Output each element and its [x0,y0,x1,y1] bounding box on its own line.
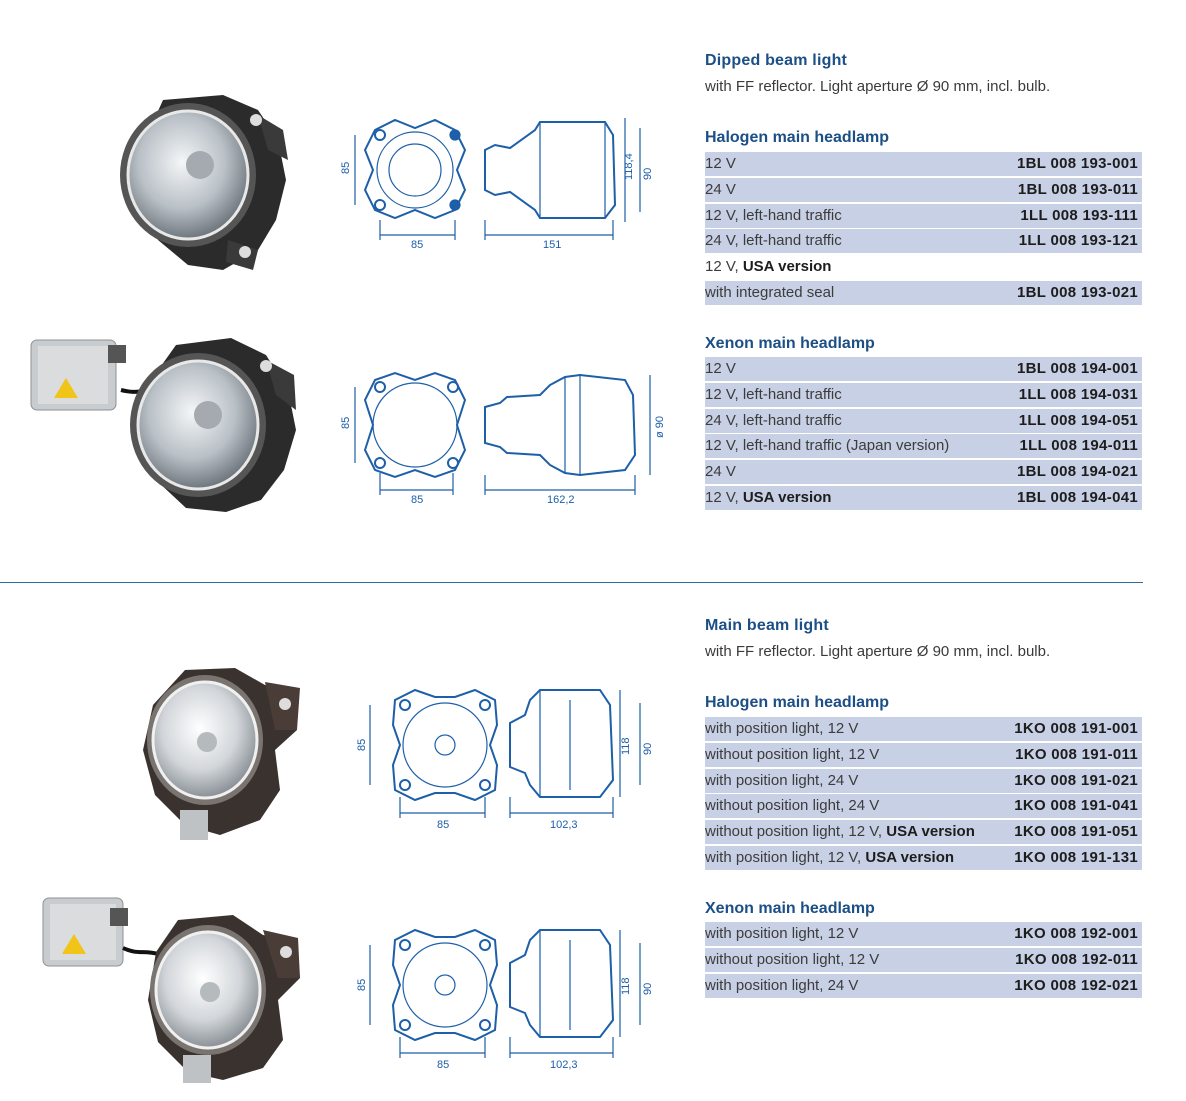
row-description: with position light, 12 V, USA version [705,848,955,866]
row-description: 12 V, USA version [705,488,832,506]
row-description-bold: USA version [742,488,832,506]
table-row [705,255,1142,279]
table-row [705,922,1142,946]
part-number: 1LL 008 194-031 [1018,385,1138,403]
d2-front-width: 85 [411,494,424,506]
row-description: with position light, 24 V [705,771,859,789]
row-description-bold: USA version [742,258,832,276]
table-row [705,281,1142,305]
row-description: 24 V [705,180,736,198]
row-description: 24 V [705,463,736,481]
section-divider [0,582,1143,583]
row-description: 12 V [705,155,736,172]
row-description-bold: USA version [865,848,955,866]
table-row [705,409,1142,433]
part-number: 1KO 008 192-001 [1014,925,1138,942]
table-row [705,948,1142,972]
d4-side-h1: 118 [620,977,632,995]
main-xenon-drawing [355,925,675,1075]
dipped-beam-title: Dipped beam light [705,52,848,69]
part-number: 1LL 008 193-111 [1020,206,1138,224]
table-row [705,717,1142,741]
d4-front-height: 85 [356,978,368,991]
table-row [705,820,1142,844]
row-description: 24 V, left-hand traffic [705,411,842,429]
part-number: 1KO 008 191-051 [1014,823,1138,841]
table-row [705,743,1142,767]
row-description: with position light, 12 V [705,720,859,737]
xenon-headlamp-title-1: Xenon main headlamp [705,335,875,352]
row-description: 12 V, left-hand traffic [705,206,842,224]
dipped-halogen-lamp-photo [108,90,298,275]
table-row [705,178,1142,202]
table-row [705,769,1142,793]
table-row [705,152,1142,176]
main-xenon-lamp-photo [38,890,318,1085]
part-number: 1LL 008 194-051 [1018,411,1138,429]
d4-side-length: 102,3 [550,1059,578,1071]
row-description: 12 V, left-hand traffic (Japan version) [705,437,950,455]
part-number: 1BL 008 194-041 [1017,488,1138,506]
table-row [705,383,1142,407]
table-row [705,460,1142,484]
dipped-xenon-lamp-photo [26,330,316,515]
row-description: 12 V, USA version [705,258,832,276]
d4-front-width: 85 [437,1059,450,1071]
table-row [705,204,1142,228]
main-halogen-drawing [355,685,675,835]
dipped-xenon-drawing [335,365,675,515]
xenon-parts-table-1 [705,357,1142,512]
table-row [705,434,1142,458]
row-description: with position light, 12 V [705,925,859,942]
part-number: 1LL 008 194-011 [1019,437,1138,455]
part-number: 1BL 008 193-011 [1017,180,1138,198]
d3-side-length: 102,3 [550,819,578,831]
d1-side-length: 151 [543,239,562,251]
d1-side-h2: 90 [642,167,654,180]
d1-side-h1: 118,4 [623,153,635,180]
part-number: 1KO 008 191-011 [1015,745,1138,763]
part-number: 1KO 008 191-001 [1014,720,1138,737]
part-number: 1KO 008 191-131 [1014,848,1138,866]
row-description: without position light, 24 V [705,797,880,815]
d3-side-h2: 90 [642,742,654,755]
table-row [705,357,1142,381]
xenon-parts-table-2 [705,922,1142,999]
part-number: 1BL 008 194-021 [1017,463,1138,481]
dipped-beam-description: with FF reflector. Light aperture Ø 90 mm, incl. bulb. [705,78,1051,95]
halogen-headlamp-title-1: Halogen main headlamp [705,129,890,146]
d2-side-dia: ø 90 [654,415,666,438]
main-beam-description: with FF reflector. Light aperture Ø 90 mm, incl. bulb. [705,643,1051,660]
d1-front-width: 85 [411,239,424,251]
main-beam-title: Main beam light [705,617,829,634]
halogen-headlamp-title-2: Halogen main headlamp [705,694,890,711]
table-row [705,229,1142,253]
d2-front-height: 85 [340,416,352,429]
dipped-halogen-drawing [335,110,675,260]
table-row [705,794,1142,818]
table-row [705,846,1142,870]
part-number: 1KO 008 191-041 [1014,797,1138,815]
d2-side-length: 162,2 [547,494,575,506]
part-number: 1BL 008 193-021 [1017,283,1138,301]
xenon-headlamp-title-2: Xenon main headlamp [705,900,875,917]
part-number: 1BL 008 194-001 [1017,360,1138,377]
d3-front-height: 85 [356,738,368,751]
row-description: with integrated seal [705,283,835,301]
part-number: 1LL 008 193-121 [1018,232,1138,250]
main-halogen-lamp-photo [125,660,305,845]
halogen-parts-table-2 [705,717,1142,872]
halogen-parts-table-1 [705,152,1142,307]
row-description: with position light, 24 V [705,976,859,994]
part-number: 1KO 008 191-021 [1014,771,1138,789]
part-number: 1KO 008 192-021 [1014,976,1138,994]
row-description: 24 V, left-hand traffic [705,232,842,250]
row-description: without position light, 12 V [705,950,880,968]
part-number: 1KO 008 192-011 [1015,950,1138,968]
table-row [705,486,1142,510]
d1-front-height: 85 [340,161,352,174]
row-description: without position light, 12 V, USA version [705,823,975,841]
d4-side-h2: 90 [642,982,654,995]
row-description: 12 V, left-hand traffic [705,385,842,403]
d3-side-h1: 118 [620,737,632,755]
row-description-bold: USA version [886,823,975,841]
part-number: 1BL 008 193-001 [1017,155,1138,172]
d3-front-width: 85 [437,819,450,831]
table-row [705,974,1142,998]
row-description: without position light, 12 V [705,745,880,763]
row-description: 12 V [705,360,736,377]
